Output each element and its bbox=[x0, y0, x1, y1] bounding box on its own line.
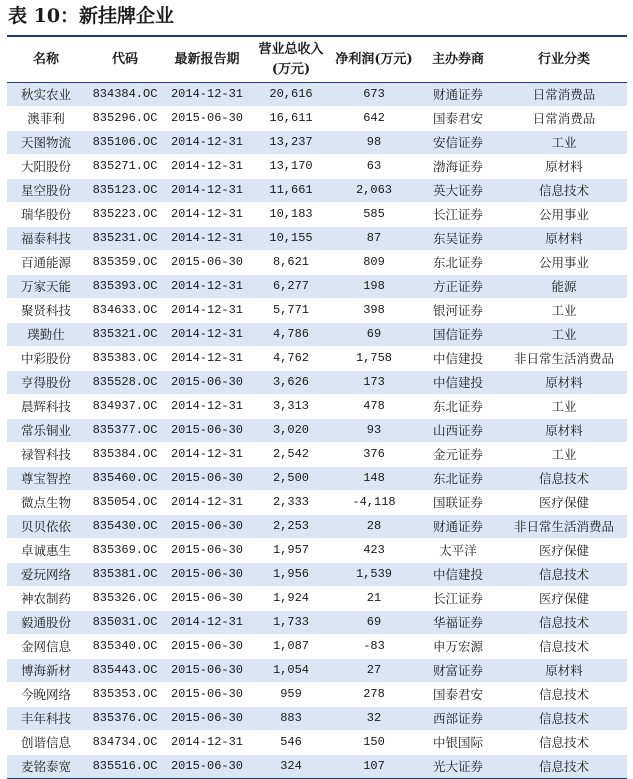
broker-cell: 长江证券 bbox=[415, 203, 501, 227]
company-name-cell: 丰年科技 bbox=[7, 707, 85, 731]
broker-cell: 山西证券 bbox=[415, 419, 501, 443]
revenue-cell: 11,661 bbox=[249, 179, 333, 203]
table-row bbox=[7, 539, 627, 563]
revenue-cell: 2,333 bbox=[249, 491, 333, 515]
stock-code-cell: 835528.OC bbox=[85, 371, 165, 395]
new-listings-table bbox=[7, 37, 627, 779]
revenue-cell: 16,611 bbox=[249, 107, 333, 131]
report-period-cell: 2014-12-31 bbox=[165, 491, 249, 515]
industry-cell: 原材料 bbox=[501, 155, 627, 179]
net-profit-cell: -4,118 bbox=[333, 491, 415, 515]
table-caption: 表 10：新挂牌企业 bbox=[8, 5, 175, 27]
revenue-cell: 883 bbox=[249, 707, 333, 731]
industry-cell: 非日常生活消费品 bbox=[501, 515, 627, 539]
table-row bbox=[7, 371, 627, 395]
broker-cell: 太平洋 bbox=[415, 539, 501, 563]
broker-cell: 国信证券 bbox=[415, 323, 501, 347]
revenue-cell: 546 bbox=[249, 731, 333, 755]
industry-cell: 信息技术 bbox=[501, 731, 627, 755]
industry-cell: 医疗保健 bbox=[501, 491, 627, 515]
revenue-cell: 6,277 bbox=[249, 275, 333, 299]
table-row bbox=[7, 731, 627, 755]
industry-cell: 信息技术 bbox=[501, 683, 627, 707]
table-row bbox=[7, 395, 627, 419]
report-period-cell: 2015-06-30 bbox=[165, 419, 249, 443]
company-name-cell: 星空股份 bbox=[7, 179, 85, 203]
net-profit-cell: 93 bbox=[333, 419, 415, 443]
revenue-cell: 8,621 bbox=[249, 251, 333, 275]
table-row bbox=[7, 419, 627, 443]
broker-cell: 安信证券 bbox=[415, 131, 501, 155]
company-name-cell: 常乐铜业 bbox=[7, 419, 85, 443]
company-name-cell: 贝贝依依 bbox=[7, 515, 85, 539]
stock-code-cell: 835359.OC bbox=[85, 251, 165, 275]
stock-code-cell: 834734.OC bbox=[85, 731, 165, 755]
industry-cell: 工业 bbox=[501, 131, 627, 155]
table-row bbox=[7, 227, 627, 251]
industry-cell: 原材料 bbox=[501, 419, 627, 443]
industry-cell: 医疗保健 bbox=[501, 539, 627, 563]
industry-cell: 原材料 bbox=[501, 659, 627, 683]
industry-cell: 医疗保健 bbox=[501, 587, 627, 611]
header-industry: 行业分类 bbox=[501, 37, 627, 83]
revenue-cell: 3,313 bbox=[249, 395, 333, 419]
broker-cell: 中银国际 bbox=[415, 731, 501, 755]
stock-code-cell: 835231.OC bbox=[85, 227, 165, 251]
company-name-cell: 璞勤仕 bbox=[7, 323, 85, 347]
stock-code-cell: 835054.OC bbox=[85, 491, 165, 515]
table-row bbox=[7, 467, 627, 491]
table-row bbox=[7, 107, 627, 131]
report-period-cell: 2014-12-31 bbox=[165, 179, 249, 203]
net-profit-cell: 198 bbox=[333, 275, 415, 299]
net-profit-cell: 1,758 bbox=[333, 347, 415, 371]
table-row bbox=[7, 491, 627, 515]
table-row bbox=[7, 587, 627, 611]
broker-cell: 财通证券 bbox=[415, 83, 501, 107]
company-name-cell: 博海新材 bbox=[7, 659, 85, 683]
company-name-cell: 秋实农业 bbox=[7, 83, 85, 107]
header-code: 代码 bbox=[85, 37, 165, 83]
stock-code-cell: 835321.OC bbox=[85, 323, 165, 347]
broker-cell: 渤海证券 bbox=[415, 155, 501, 179]
company-name-cell: 金网信息 bbox=[7, 635, 85, 659]
report-period-cell: 2014-12-31 bbox=[165, 395, 249, 419]
table-row bbox=[7, 347, 627, 371]
industry-cell: 原材料 bbox=[501, 227, 627, 251]
table-row bbox=[7, 515, 627, 539]
net-profit-cell: 32 bbox=[333, 707, 415, 731]
broker-cell: 财富证券 bbox=[415, 659, 501, 683]
report-period-cell: 2014-12-31 bbox=[165, 611, 249, 635]
industry-cell: 信息技术 bbox=[501, 467, 627, 491]
stock-code-cell: 835123.OC bbox=[85, 179, 165, 203]
stock-code-cell: 835340.OC bbox=[85, 635, 165, 659]
table-row bbox=[7, 707, 627, 731]
stock-code-cell: 835296.OC bbox=[85, 107, 165, 131]
report-period-cell: 2015-06-30 bbox=[165, 683, 249, 707]
report-period-cell: 2014-12-31 bbox=[165, 323, 249, 347]
table-row bbox=[7, 251, 627, 275]
table-row bbox=[7, 659, 627, 683]
revenue-cell: 10,155 bbox=[249, 227, 333, 251]
report-period-cell: 2015-06-30 bbox=[165, 587, 249, 611]
revenue-cell: 1,054 bbox=[249, 659, 333, 683]
broker-cell: 国联证券 bbox=[415, 491, 501, 515]
broker-cell: 华福证券 bbox=[415, 611, 501, 635]
industry-cell: 日常消费品 bbox=[501, 107, 627, 131]
revenue-cell: 13,170 bbox=[249, 155, 333, 179]
table-row bbox=[7, 683, 627, 707]
stock-code-cell: 835384.OC bbox=[85, 443, 165, 467]
industry-cell: 信息技术 bbox=[501, 755, 627, 779]
table-row bbox=[7, 755, 627, 779]
report-period-cell: 2014-12-31 bbox=[165, 203, 249, 227]
net-profit-cell: -83 bbox=[333, 635, 415, 659]
table-row bbox=[7, 155, 627, 179]
industry-cell: 日常消费品 bbox=[501, 83, 627, 107]
company-name-cell: 创谐信息 bbox=[7, 731, 85, 755]
stock-code-cell: 835326.OC bbox=[85, 587, 165, 611]
report-period-cell: 2015-06-30 bbox=[165, 251, 249, 275]
stock-code-cell: 835381.OC bbox=[85, 563, 165, 587]
stock-code-cell: 835377.OC bbox=[85, 419, 165, 443]
report-period-cell: 2014-12-31 bbox=[165, 731, 249, 755]
broker-cell: 西部证券 bbox=[415, 707, 501, 731]
stock-code-cell: 835106.OC bbox=[85, 131, 165, 155]
broker-cell: 东吴证券 bbox=[415, 227, 501, 251]
report-period-cell: 2015-06-30 bbox=[165, 371, 249, 395]
industry-cell: 工业 bbox=[501, 299, 627, 323]
table-row bbox=[7, 275, 627, 299]
stock-code-cell: 835393.OC bbox=[85, 275, 165, 299]
report-period-cell: 2015-06-30 bbox=[165, 107, 249, 131]
broker-cell: 国泰君安 bbox=[415, 683, 501, 707]
stock-code-cell: 835271.OC bbox=[85, 155, 165, 179]
industry-cell: 信息技术 bbox=[501, 179, 627, 203]
report-period-cell: 2015-06-30 bbox=[165, 539, 249, 563]
broker-cell: 中信建投 bbox=[415, 347, 501, 371]
net-profit-cell: 27 bbox=[333, 659, 415, 683]
industry-cell: 非日常生活消费品 bbox=[501, 347, 627, 371]
stock-code-cell: 835369.OC bbox=[85, 539, 165, 563]
revenue-cell: 2,500 bbox=[249, 467, 333, 491]
table-row bbox=[7, 443, 627, 467]
net-profit-cell: 98 bbox=[333, 131, 415, 155]
table-row bbox=[7, 323, 627, 347]
header-name: 名称 bbox=[7, 37, 85, 83]
revenue-cell: 10,183 bbox=[249, 203, 333, 227]
stock-code-cell: 834937.OC bbox=[85, 395, 165, 419]
stock-code-cell: 834384.OC bbox=[85, 83, 165, 107]
company-name-cell: 大阳股份 bbox=[7, 155, 85, 179]
report-period-cell: 2015-06-30 bbox=[165, 467, 249, 491]
broker-cell: 光大证券 bbox=[415, 755, 501, 779]
company-name-cell: 福泰科技 bbox=[7, 227, 85, 251]
table-row bbox=[7, 563, 627, 587]
stock-code-cell: 835353.OC bbox=[85, 683, 165, 707]
company-name-cell: 瑞华股份 bbox=[7, 203, 85, 227]
report-period-cell: 2015-06-30 bbox=[165, 659, 249, 683]
broker-cell: 中信建投 bbox=[415, 371, 501, 395]
report-period-cell: 2014-12-31 bbox=[165, 443, 249, 467]
company-name-cell: 聚贤科技 bbox=[7, 299, 85, 323]
company-name-cell: 神农制药 bbox=[7, 587, 85, 611]
report-period-cell: 2014-12-31 bbox=[165, 83, 249, 107]
broker-cell: 英大证券 bbox=[415, 179, 501, 203]
broker-cell: 金元证券 bbox=[415, 443, 501, 467]
industry-cell: 工业 bbox=[501, 395, 627, 419]
revenue-cell: 1,733 bbox=[249, 611, 333, 635]
net-profit-cell: 809 bbox=[333, 251, 415, 275]
stock-code-cell: 835383.OC bbox=[85, 347, 165, 371]
industry-cell: 能源 bbox=[501, 275, 627, 299]
industry-cell: 原材料 bbox=[501, 371, 627, 395]
net-profit-cell: 107 bbox=[333, 755, 415, 779]
net-profit-cell: 148 bbox=[333, 467, 415, 491]
net-profit-cell: 87 bbox=[333, 227, 415, 251]
revenue-cell: 324 bbox=[249, 755, 333, 779]
header-report-period: 最新报告期 bbox=[165, 37, 249, 83]
industry-cell: 信息技术 bbox=[501, 707, 627, 731]
broker-cell: 财通证券 bbox=[415, 515, 501, 539]
broker-cell: 银河证券 bbox=[415, 299, 501, 323]
table-row bbox=[7, 299, 627, 323]
net-profit-cell: 28 bbox=[333, 515, 415, 539]
net-profit-cell: 376 bbox=[333, 443, 415, 467]
broker-cell: 申万宏源 bbox=[415, 635, 501, 659]
broker-cell: 东北证券 bbox=[415, 251, 501, 275]
company-name-cell: 微点生物 bbox=[7, 491, 85, 515]
industry-cell: 工业 bbox=[501, 323, 627, 347]
revenue-cell: 2,542 bbox=[249, 443, 333, 467]
industry-cell: 公用事业 bbox=[501, 203, 627, 227]
net-profit-cell: 478 bbox=[333, 395, 415, 419]
net-profit-cell: 278 bbox=[333, 683, 415, 707]
net-profit-cell: 173 bbox=[333, 371, 415, 395]
net-profit-cell: 585 bbox=[333, 203, 415, 227]
company-name-cell: 爱玩网络 bbox=[7, 563, 85, 587]
net-profit-cell: 2,063 bbox=[333, 179, 415, 203]
net-profit-cell: 1,539 bbox=[333, 563, 415, 587]
net-profit-cell: 69 bbox=[333, 611, 415, 635]
report-period-cell: 2014-12-31 bbox=[165, 155, 249, 179]
company-name-cell: 今晚网络 bbox=[7, 683, 85, 707]
company-name-cell: 万家天能 bbox=[7, 275, 85, 299]
net-profit-cell: 63 bbox=[333, 155, 415, 179]
revenue-cell: 1,957 bbox=[249, 539, 333, 563]
company-name-cell: 卓诚惠生 bbox=[7, 539, 85, 563]
stock-code-cell: 834633.OC bbox=[85, 299, 165, 323]
stock-code-cell: 835430.OC bbox=[85, 515, 165, 539]
industry-cell: 工业 bbox=[501, 443, 627, 467]
broker-cell: 中信建投 bbox=[415, 563, 501, 587]
net-profit-cell: 21 bbox=[333, 587, 415, 611]
report-period-cell: 2015-06-30 bbox=[165, 755, 249, 779]
table-row bbox=[7, 611, 627, 635]
report-period-cell: 2015-06-30 bbox=[165, 707, 249, 731]
revenue-cell: 20,616 bbox=[249, 83, 333, 107]
header-broker: 主办券商 bbox=[415, 37, 501, 83]
revenue-cell: 4,762 bbox=[249, 347, 333, 371]
company-name-cell: 中彩股份 bbox=[7, 347, 85, 371]
revenue-cell: 4,786 bbox=[249, 323, 333, 347]
broker-cell: 国泰君安 bbox=[415, 107, 501, 131]
report-period-cell: 2014-12-31 bbox=[165, 299, 249, 323]
table-row bbox=[7, 131, 627, 155]
revenue-cell: 1,087 bbox=[249, 635, 333, 659]
report-period-cell: 2015-06-30 bbox=[165, 515, 249, 539]
company-name-cell: 毅通股份 bbox=[7, 611, 85, 635]
revenue-cell: 1,924 bbox=[249, 587, 333, 611]
broker-cell: 长江证券 bbox=[415, 587, 501, 611]
company-name-cell: 尊宝智控 bbox=[7, 467, 85, 491]
stock-code-cell: 835223.OC bbox=[85, 203, 165, 227]
table-row bbox=[7, 203, 627, 227]
broker-cell: 方正证券 bbox=[415, 275, 501, 299]
industry-cell: 公用事业 bbox=[501, 251, 627, 275]
revenue-cell: 2,253 bbox=[249, 515, 333, 539]
report-period-cell: 2014-12-31 bbox=[165, 275, 249, 299]
revenue-cell: 1,956 bbox=[249, 563, 333, 587]
net-profit-cell: 150 bbox=[333, 731, 415, 755]
stock-code-cell: 835460.OC bbox=[85, 467, 165, 491]
net-profit-cell: 673 bbox=[333, 83, 415, 107]
report-period-cell: 2014-12-31 bbox=[165, 131, 249, 155]
industry-cell: 信息技术 bbox=[501, 563, 627, 587]
net-profit-cell: 423 bbox=[333, 539, 415, 563]
stock-code-cell: 835516.OC bbox=[85, 755, 165, 779]
report-period-cell: 2015-06-30 bbox=[165, 563, 249, 587]
company-name-cell: 麦铭泰宽 bbox=[7, 755, 85, 779]
company-name-cell: 天图物流 bbox=[7, 131, 85, 155]
header-revenue: 营业总收入(万元) bbox=[249, 37, 333, 83]
company-name-cell: 禄智科技 bbox=[7, 443, 85, 467]
net-profit-cell: 642 bbox=[333, 107, 415, 131]
broker-cell: 东北证券 bbox=[415, 467, 501, 491]
company-name-cell: 澳菲利 bbox=[7, 107, 85, 131]
company-name-cell: 晨辉科技 bbox=[7, 395, 85, 419]
net-profit-cell: 398 bbox=[333, 299, 415, 323]
net-profit-cell: 69 bbox=[333, 323, 415, 347]
industry-cell: 信息技术 bbox=[501, 635, 627, 659]
table-row bbox=[7, 83, 627, 107]
stock-code-cell: 835443.OC bbox=[85, 659, 165, 683]
industry-cell: 信息技术 bbox=[501, 611, 627, 635]
table-row bbox=[7, 635, 627, 659]
company-name-cell: 百通能源 bbox=[7, 251, 85, 275]
revenue-cell: 959 bbox=[249, 683, 333, 707]
report-period-cell: 2014-12-31 bbox=[165, 227, 249, 251]
revenue-cell: 13,237 bbox=[249, 131, 333, 155]
revenue-cell: 5,771 bbox=[249, 299, 333, 323]
revenue-cell: 3,020 bbox=[249, 419, 333, 443]
header-net-profit: 净利润(万元) bbox=[333, 37, 415, 83]
report-period-cell: 2015-06-30 bbox=[165, 635, 249, 659]
stock-code-cell: 835376.OC bbox=[85, 707, 165, 731]
table-row bbox=[7, 179, 627, 203]
broker-cell: 东北证券 bbox=[415, 395, 501, 419]
header-row bbox=[7, 37, 627, 83]
company-name-cell: 亨得股份 bbox=[7, 371, 85, 395]
report-period-cell: 2014-12-31 bbox=[165, 347, 249, 371]
stock-code-cell: 835031.OC bbox=[85, 611, 165, 635]
revenue-cell: 3,626 bbox=[249, 371, 333, 395]
